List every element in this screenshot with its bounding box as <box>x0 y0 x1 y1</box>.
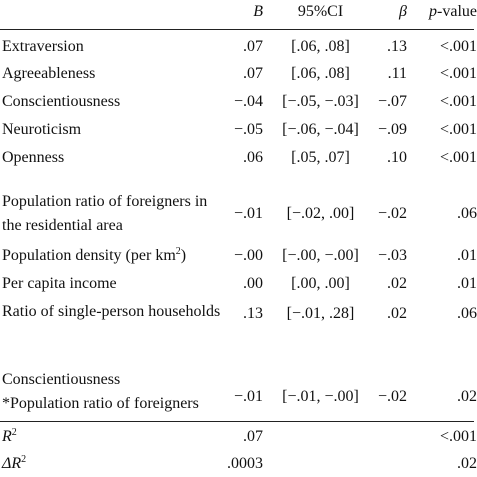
header-p-value: p-value <box>429 3 477 20</box>
header-rule <box>0 29 474 30</box>
header-b: B <box>253 3 263 20</box>
header-ci: 95%CI <box>297 3 344 20</box>
header-beta: β <box>399 3 407 20</box>
stats-rule <box>0 421 474 422</box>
